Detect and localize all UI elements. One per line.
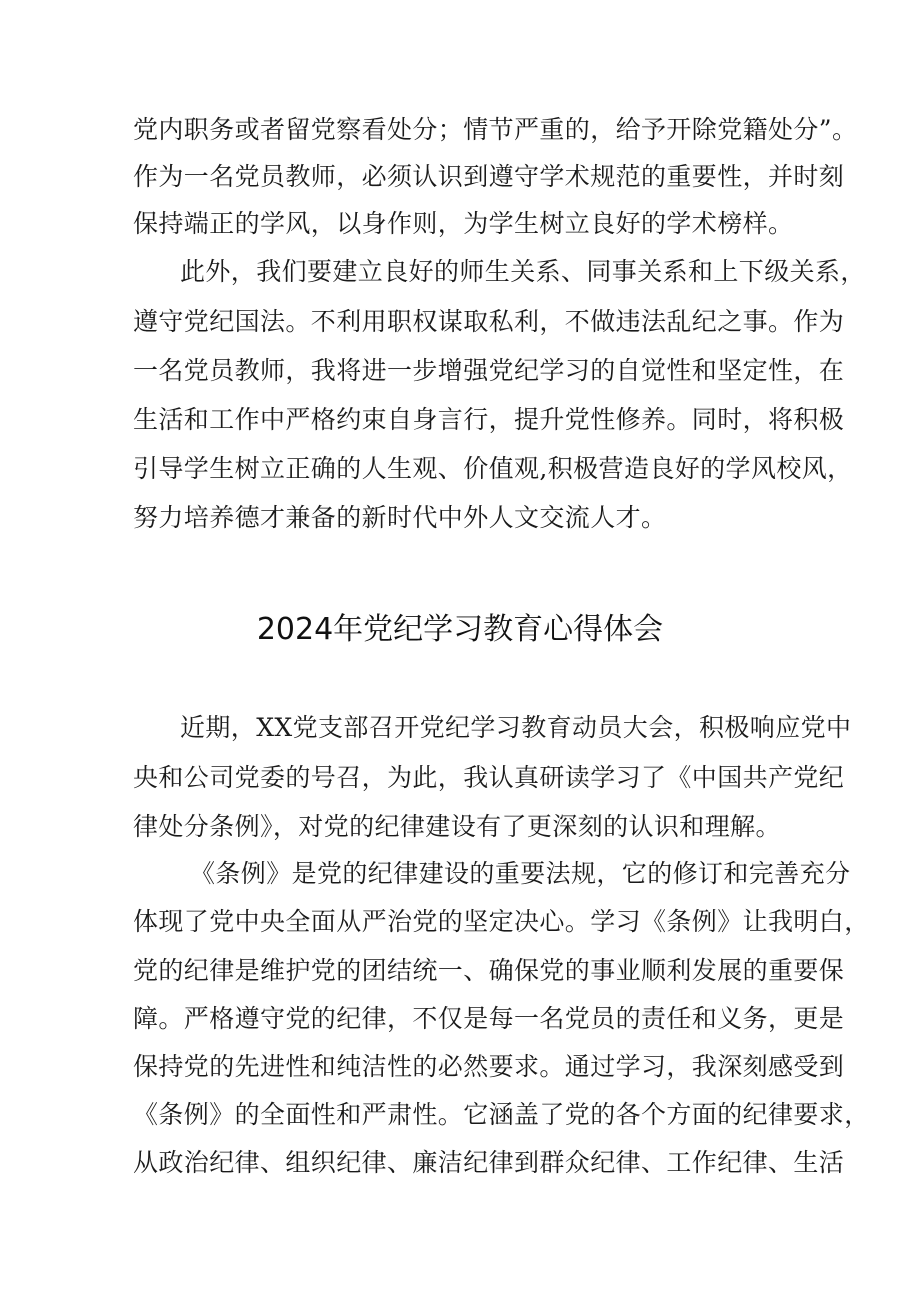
paragraph-line: 此外，我们要建立良好的师生关系、同事关系和上下级关系， bbox=[180, 257, 866, 286]
paragraph-line: 《条例》是党的纪律建设的重要法规，它的修订和完善充分 bbox=[190, 859, 851, 888]
paragraph-line: 《条例》的全面性和严肃性。它涵盖了党的各个方面的纪律要求， bbox=[133, 1100, 870, 1129]
paragraph-line: 努力培养德才兼备的新时代中外人文交流人才。 bbox=[133, 503, 667, 532]
paragraph-line: 从政治纪律、组织纪律、廉洁纪律到群众纪律、工作纪律、生活 bbox=[133, 1148, 845, 1177]
paragraph-line: 引导学生树立正确的人生观、价值观,积极营造良好的学风校风， bbox=[133, 454, 853, 483]
paragraph-line: 遵守党纪国法。不利用职权谋取私利，不做违法乱纪之事。作为 bbox=[133, 307, 845, 336]
paragraph-line: 生活和工作中严格约束自身言行，提升党性修养。同时，将积极 bbox=[133, 405, 845, 434]
paragraph-line: 一名党员教师，我将进一步增强党纪学习的自觉性和坚定性，在 bbox=[133, 356, 845, 385]
paragraph-line: 体现了党中央全面从严治党的坚定决心。学习《条例》让我明白， bbox=[133, 907, 870, 936]
paragraph-line: 党的纪律是维护党的团结统一、确保党的事业顺利发展的重要保 bbox=[133, 956, 845, 985]
document-title: 2024年党纪学习教育心得体会 bbox=[256, 612, 664, 647]
paragraph-line: 央和公司党委的号召，为此，我认真研读学习了《中国共产党纪 bbox=[133, 763, 845, 792]
paragraph-line: 保持端正的学风，以身作则，为学生树立良好的学术榜样。 bbox=[133, 209, 794, 238]
paragraph-line: 党内职务或者留党察看处分；情节严重的，给予开除党籍处分”。 bbox=[133, 115, 858, 144]
paragraph-line: 近期，XX党支部召开党纪学习教育动员大会，积极响应党中 bbox=[180, 713, 852, 742]
paragraph-line: 作为一名党员教师，必须认识到遵守学术规范的重要性，并时刻 bbox=[133, 162, 845, 191]
paragraph-line: 障。严格遵守党的纪律，不仅是每一名党员的责任和义务，更是 bbox=[133, 1004, 845, 1033]
paragraph-line: 保持党的先进性和纯洁性的必然要求。通过学习，我深刻感受到 bbox=[133, 1052, 845, 1081]
paragraph-line: 律处分条例》，对党的纪律建设有了更深刻的认识和理解。 bbox=[133, 812, 781, 841]
